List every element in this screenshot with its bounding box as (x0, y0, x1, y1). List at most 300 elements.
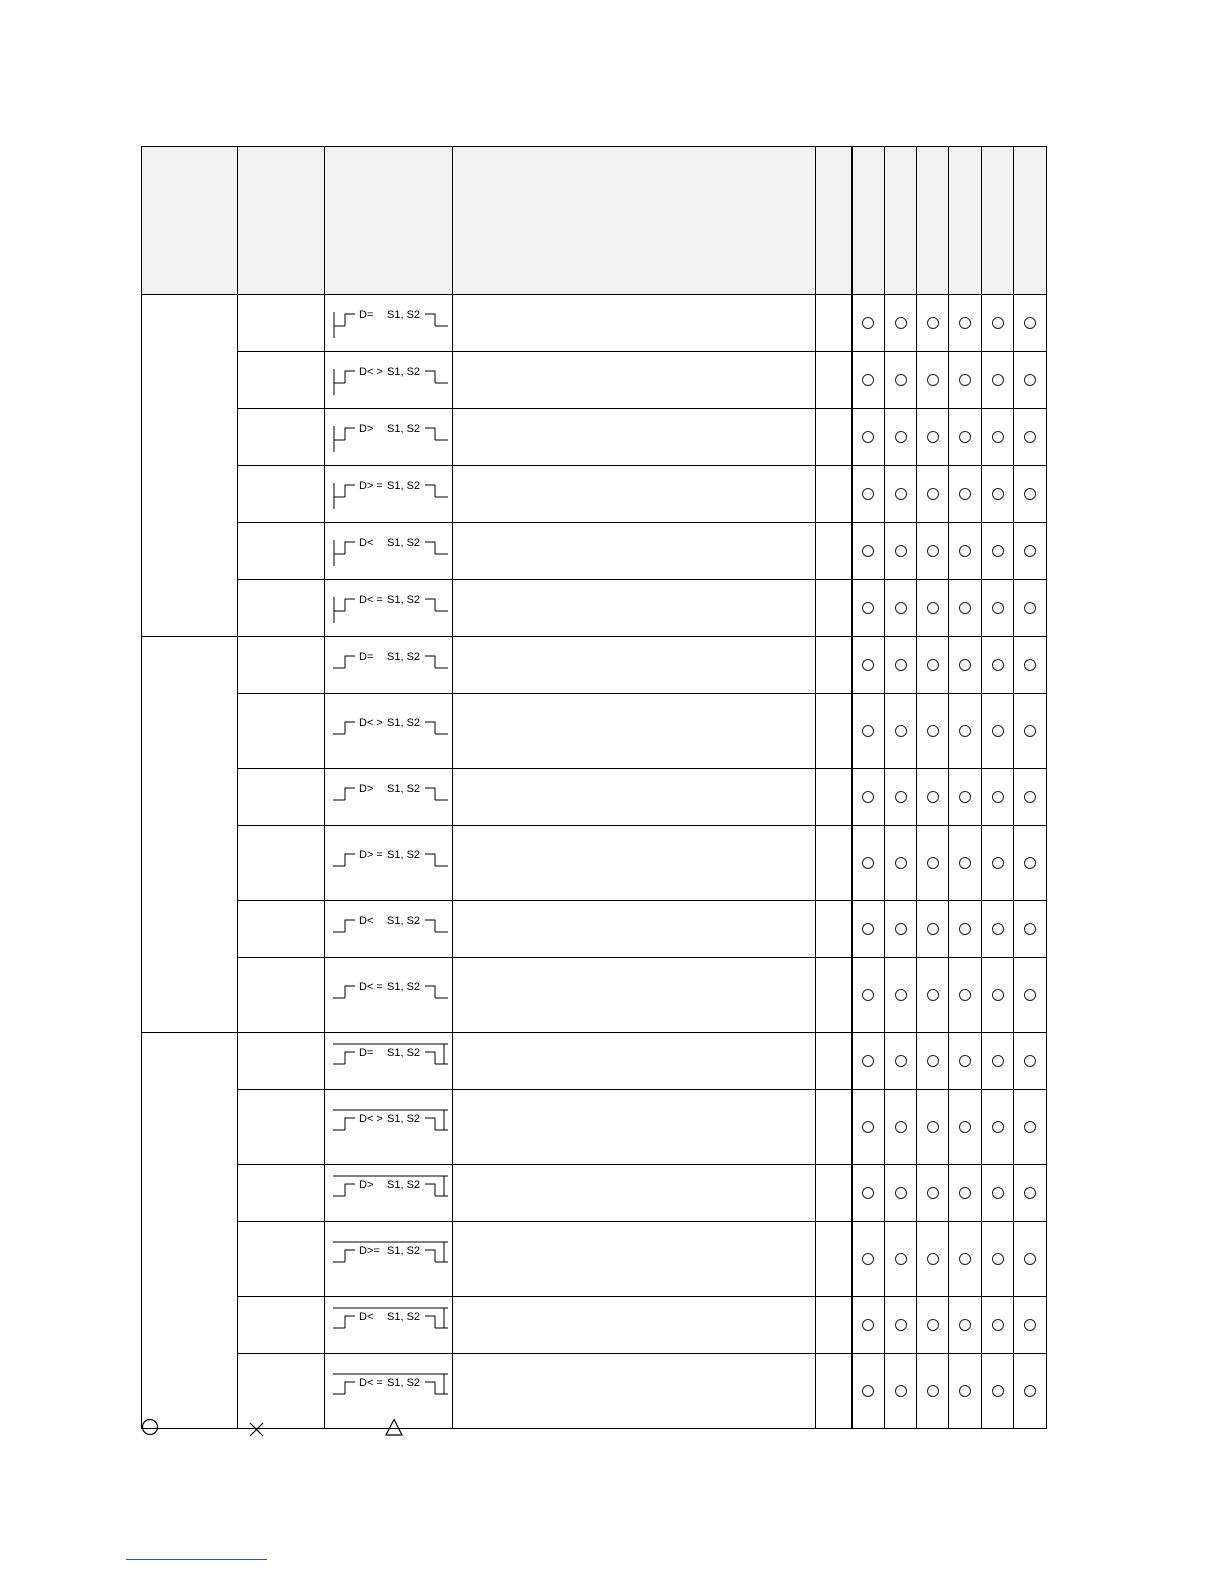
operator-label: D= (359, 651, 374, 663)
operator-label: D> (359, 423, 374, 435)
support-cell (852, 295, 885, 352)
steps-cell (816, 1090, 852, 1165)
header-cell-category (142, 147, 238, 295)
header-cell-model-6 (1014, 147, 1047, 295)
circle-icon (1024, 1187, 1036, 1199)
symbol-cell (325, 580, 453, 637)
support-cell (885, 352, 917, 409)
symbol-cell (325, 1165, 453, 1222)
operator-label: D= (359, 309, 374, 321)
circle-icon (862, 857, 874, 869)
mnemonic-cell (238, 1222, 325, 1297)
steps-cell (816, 295, 852, 352)
function-cell (453, 1165, 816, 1222)
circle-icon (992, 1187, 1004, 1199)
circle-icon (959, 317, 971, 329)
circle-icon (1024, 857, 1036, 869)
symbol-cell (325, 694, 453, 769)
support-cell (852, 409, 885, 466)
mnemonic-cell (238, 1354, 325, 1429)
ladder-symbol (325, 1165, 451, 1221)
mnemonic-cell (238, 352, 325, 409)
mnemonic-cell (238, 637, 325, 694)
ladder-symbol (325, 901, 451, 957)
symbol-cell (325, 352, 453, 409)
header-cell-symbol (325, 147, 453, 295)
operator-label: D< = (359, 1377, 383, 1389)
circle-icon (862, 1385, 874, 1397)
circle-icon (992, 488, 1004, 500)
support-cell (917, 769, 949, 826)
mnemonic-cell (238, 580, 325, 637)
function-cell (453, 295, 816, 352)
steps-cell (816, 901, 852, 958)
operator-label: D> (359, 1179, 374, 1191)
mnemonic-cell (238, 1090, 325, 1165)
circle-icon (992, 923, 1004, 935)
circle-icon (1024, 1385, 1036, 1397)
operands-label: S1, S2 (387, 594, 421, 606)
support-cell (852, 769, 885, 826)
support-cell (917, 1297, 949, 1354)
function-cell (453, 1033, 816, 1090)
ladder-symbol (325, 523, 451, 579)
mnemonic-cell (238, 523, 325, 580)
circle-icon (862, 791, 874, 803)
support-cell (1014, 1165, 1047, 1222)
circle-icon (895, 317, 907, 329)
table-row (142, 958, 1047, 1033)
circle-icon (895, 374, 907, 386)
table-row (142, 409, 1047, 466)
operator-label: D> (359, 783, 374, 795)
support-cell (949, 826, 982, 901)
circle-icon (895, 989, 907, 1001)
circle-icon (959, 857, 971, 869)
header-cell-model-3 (917, 147, 949, 295)
circle-icon (862, 725, 874, 737)
support-cell (852, 352, 885, 409)
category-cell (142, 1033, 238, 1429)
mnemonic-cell (238, 1165, 325, 1222)
support-cell (917, 694, 949, 769)
mnemonic-cell (238, 295, 325, 352)
support-cell (949, 901, 982, 958)
support-cell (917, 523, 949, 580)
operands-label: S1, S2 (387, 1047, 421, 1059)
table-row (142, 295, 1047, 352)
table-header-row (142, 147, 1047, 295)
support-cell (852, 580, 885, 637)
circle-icon (862, 374, 874, 386)
circle-icon (862, 317, 874, 329)
support-cell (885, 694, 917, 769)
circle-icon (862, 602, 874, 614)
circle-icon (1024, 791, 1036, 803)
ladder-symbol (325, 637, 451, 693)
circle-icon (927, 1055, 939, 1067)
table-row (142, 580, 1047, 637)
circle-icon (895, 1121, 907, 1133)
function-cell (453, 958, 816, 1033)
symbol-cell (325, 769, 453, 826)
circle-icon (992, 659, 1004, 671)
circle-icon (895, 923, 907, 935)
circle-icon (959, 791, 971, 803)
table-row (142, 1165, 1047, 1222)
support-cell (982, 769, 1014, 826)
circle-icon (927, 431, 939, 443)
circle-icon (1024, 923, 1036, 935)
support-cell (917, 958, 949, 1033)
support-cell (885, 295, 917, 352)
steps-cell (816, 1165, 852, 1222)
symbol-cell (325, 1297, 453, 1354)
support-cell (885, 826, 917, 901)
steps-cell (816, 1354, 852, 1429)
support-cell (852, 1165, 885, 1222)
support-cell (1014, 958, 1047, 1033)
support-cell (917, 901, 949, 958)
function-cell (453, 637, 816, 694)
circle-icon (959, 431, 971, 443)
circle-icon (141, 1418, 161, 1438)
support-cell (917, 295, 949, 352)
circle-icon (959, 545, 971, 557)
circle-icon (895, 725, 907, 737)
circle-icon (959, 989, 971, 1001)
support-cell (917, 1222, 949, 1297)
table-row (142, 466, 1047, 523)
function-cell (453, 466, 816, 523)
operands-label: S1, S2 (387, 480, 421, 492)
support-cell (917, 580, 949, 637)
function-cell (453, 523, 816, 580)
steps-cell (816, 1297, 852, 1354)
support-cell (949, 580, 982, 637)
ladder-symbol (325, 352, 451, 408)
circle-icon (992, 545, 1004, 557)
symbol-cell (325, 958, 453, 1033)
ladder-symbol (325, 466, 451, 522)
support-cell (949, 466, 982, 523)
operator-label: D> = (359, 849, 383, 861)
operator-label: D= (359, 1047, 374, 1059)
operator-label: D< (359, 1311, 374, 1323)
instruction-table (141, 146, 1047, 1429)
support-cell (917, 1354, 949, 1429)
support-cell (1014, 523, 1047, 580)
operator-label: D> = (359, 480, 383, 492)
circle-icon (992, 374, 1004, 386)
support-cell (885, 1033, 917, 1090)
function-cell (453, 409, 816, 466)
ladder-symbol (325, 1354, 451, 1428)
steps-cell (816, 580, 852, 637)
circle-icon (927, 374, 939, 386)
mnemonic-cell (238, 769, 325, 826)
steps-cell (816, 409, 852, 466)
circle-icon (862, 545, 874, 557)
support-cell (982, 1354, 1014, 1429)
circle-icon (1024, 659, 1036, 671)
mnemonic-cell (238, 901, 325, 958)
support-cell (982, 901, 1014, 958)
circle-icon (927, 1385, 939, 1397)
footer-link-underline[interactable] (126, 1559, 267, 1560)
support-cell (949, 1165, 982, 1222)
support-cell (949, 958, 982, 1033)
support-cell (949, 409, 982, 466)
circle-icon (959, 659, 971, 671)
circle-icon (1024, 488, 1036, 500)
operands-label: S1, S2 (387, 1179, 421, 1191)
mnemonic-cell (238, 694, 325, 769)
support-cell (1014, 637, 1047, 694)
function-cell (453, 580, 816, 637)
circle-icon (927, 1253, 939, 1265)
symbol-cell (325, 637, 453, 694)
support-cell (852, 466, 885, 523)
circle-icon (862, 1121, 874, 1133)
circle-icon (895, 1187, 907, 1199)
circle-icon (895, 857, 907, 869)
support-cell (852, 1033, 885, 1090)
support-cell (949, 637, 982, 694)
circle-icon (1024, 431, 1036, 443)
table-row (142, 901, 1047, 958)
support-cell (982, 958, 1014, 1033)
support-cell (982, 1165, 1014, 1222)
support-cell (949, 1354, 982, 1429)
circle-icon (895, 791, 907, 803)
circle-icon (927, 989, 939, 1001)
circle-icon (992, 1319, 1004, 1331)
support-cell (982, 580, 1014, 637)
steps-cell (816, 958, 852, 1033)
support-cell (917, 1033, 949, 1090)
circle-icon (862, 1187, 874, 1199)
table-row (142, 1222, 1047, 1297)
triangle-icon (384, 1418, 404, 1438)
support-cell (852, 694, 885, 769)
circle-icon (862, 431, 874, 443)
circle-icon (927, 923, 939, 935)
mnemonic-cell (238, 1297, 325, 1354)
circle-icon (862, 923, 874, 935)
circle-icon (895, 1253, 907, 1265)
support-cell (949, 1297, 982, 1354)
circle-icon (992, 431, 1004, 443)
header-cell-model-5 (982, 147, 1014, 295)
operator-label: D< = (359, 594, 383, 606)
support-cell (982, 1222, 1014, 1297)
function-cell (453, 769, 816, 826)
operands-label: S1, S2 (387, 1377, 421, 1389)
support-cell (1014, 769, 1047, 826)
circle-icon (992, 602, 1004, 614)
operands-label: S1, S2 (387, 309, 421, 321)
support-cell (917, 826, 949, 901)
support-cell (885, 1222, 917, 1297)
circle-icon (862, 659, 874, 671)
circle-icon (959, 1253, 971, 1265)
ladder-symbol (325, 1033, 451, 1089)
ladder-symbol (325, 1222, 451, 1296)
circle-icon (927, 488, 939, 500)
table-row (142, 1354, 1047, 1429)
circle-icon (992, 1385, 1004, 1397)
circle-icon (1024, 1253, 1036, 1265)
circle-icon (959, 374, 971, 386)
cross-icon (248, 1421, 266, 1439)
steps-cell (816, 694, 852, 769)
support-cell (885, 466, 917, 523)
support-cell (852, 901, 885, 958)
circle-icon (895, 1385, 907, 1397)
circle-icon (895, 1055, 907, 1067)
circle-icon (992, 1253, 1004, 1265)
ladder-symbol (325, 694, 451, 768)
symbol-cell (325, 295, 453, 352)
circle-icon (927, 791, 939, 803)
support-cell (949, 1090, 982, 1165)
function-cell (453, 1297, 816, 1354)
header-cell-mnemonic (238, 147, 325, 295)
operands-label: S1, S2 (387, 849, 421, 861)
symbol-cell (325, 901, 453, 958)
circle-icon (895, 545, 907, 557)
header-cell-model-4 (949, 147, 982, 295)
support-cell (982, 466, 1014, 523)
circle-icon (927, 659, 939, 671)
support-cell (949, 694, 982, 769)
support-cell (982, 409, 1014, 466)
support-cell (917, 352, 949, 409)
function-cell (453, 1090, 816, 1165)
support-cell (852, 637, 885, 694)
support-cell (885, 1354, 917, 1429)
support-cell (1014, 901, 1047, 958)
steps-cell (816, 826, 852, 901)
operands-label: S1, S2 (387, 1113, 421, 1125)
operator-label: D< (359, 537, 374, 549)
support-cell (1014, 1033, 1047, 1090)
steps-cell (816, 1033, 852, 1090)
operands-label: S1, S2 (387, 651, 421, 663)
symbol-cell (325, 409, 453, 466)
mnemonic-cell (238, 826, 325, 901)
operands-label: S1, S2 (387, 1311, 421, 1323)
table-row (142, 1033, 1047, 1090)
symbol-cell (325, 1090, 453, 1165)
circle-icon (959, 602, 971, 614)
circle-icon (895, 1319, 907, 1331)
table-row (142, 637, 1047, 694)
support-cell (852, 826, 885, 901)
support-cell (949, 523, 982, 580)
symbol-cell (325, 523, 453, 580)
table-row (142, 1297, 1047, 1354)
header-cell-model-2 (885, 147, 917, 295)
operands-label: S1, S2 (387, 783, 421, 795)
steps-cell (816, 769, 852, 826)
operator-label: D< > (359, 1113, 383, 1125)
support-cell (1014, 1090, 1047, 1165)
mnemonic-cell (238, 1033, 325, 1090)
ladder-symbol (325, 295, 451, 351)
support-cell (885, 409, 917, 466)
circle-icon (959, 1319, 971, 1331)
circle-icon (1024, 545, 1036, 557)
circle-icon (927, 1121, 939, 1133)
operands-label: S1, S2 (387, 717, 421, 729)
circle-icon (895, 488, 907, 500)
steps-cell (816, 466, 852, 523)
support-cell (917, 1090, 949, 1165)
function-cell (453, 352, 816, 409)
table-row (142, 769, 1047, 826)
circle-icon (927, 1187, 939, 1199)
support-cell (885, 1297, 917, 1354)
circle-icon (927, 857, 939, 869)
circle-icon (927, 602, 939, 614)
support-cell (982, 1297, 1014, 1354)
circle-icon (1024, 602, 1036, 614)
header-cell-steps (816, 147, 852, 295)
support-cell (982, 523, 1014, 580)
support-cell (885, 958, 917, 1033)
ladder-symbol (325, 580, 451, 636)
ladder-symbol (325, 826, 451, 900)
support-cell (982, 1033, 1014, 1090)
support-cell (885, 580, 917, 637)
table-row (142, 826, 1047, 901)
category-cell (142, 637, 238, 1033)
operator-label: D< (359, 915, 374, 927)
operator-label: D< > (359, 717, 383, 729)
circle-icon (1024, 317, 1036, 329)
circle-icon (862, 488, 874, 500)
operands-label: S1, S2 (387, 537, 421, 549)
circle-icon (927, 545, 939, 557)
circle-icon (1024, 1319, 1036, 1331)
support-cell (1014, 694, 1047, 769)
support-cell (852, 1222, 885, 1297)
support-cell (852, 1354, 885, 1429)
support-cell (949, 1222, 982, 1297)
mnemonic-cell (238, 466, 325, 523)
circle-icon (895, 659, 907, 671)
support-cell (885, 901, 917, 958)
circle-icon (959, 725, 971, 737)
support-cell (1014, 1354, 1047, 1429)
circle-icon (927, 317, 939, 329)
symbol-cell (325, 1033, 453, 1090)
circle-icon (862, 1055, 874, 1067)
operands-label: S1, S2 (387, 981, 421, 993)
symbol-cell (325, 466, 453, 523)
support-cell (885, 1090, 917, 1165)
support-cell (982, 826, 1014, 901)
operands-label: S1, S2 (387, 423, 421, 435)
table-row (142, 1090, 1047, 1165)
function-cell (453, 901, 816, 958)
support-cell (885, 523, 917, 580)
table-row (142, 523, 1047, 580)
ladder-symbol (325, 769, 451, 825)
support-cell (1014, 826, 1047, 901)
